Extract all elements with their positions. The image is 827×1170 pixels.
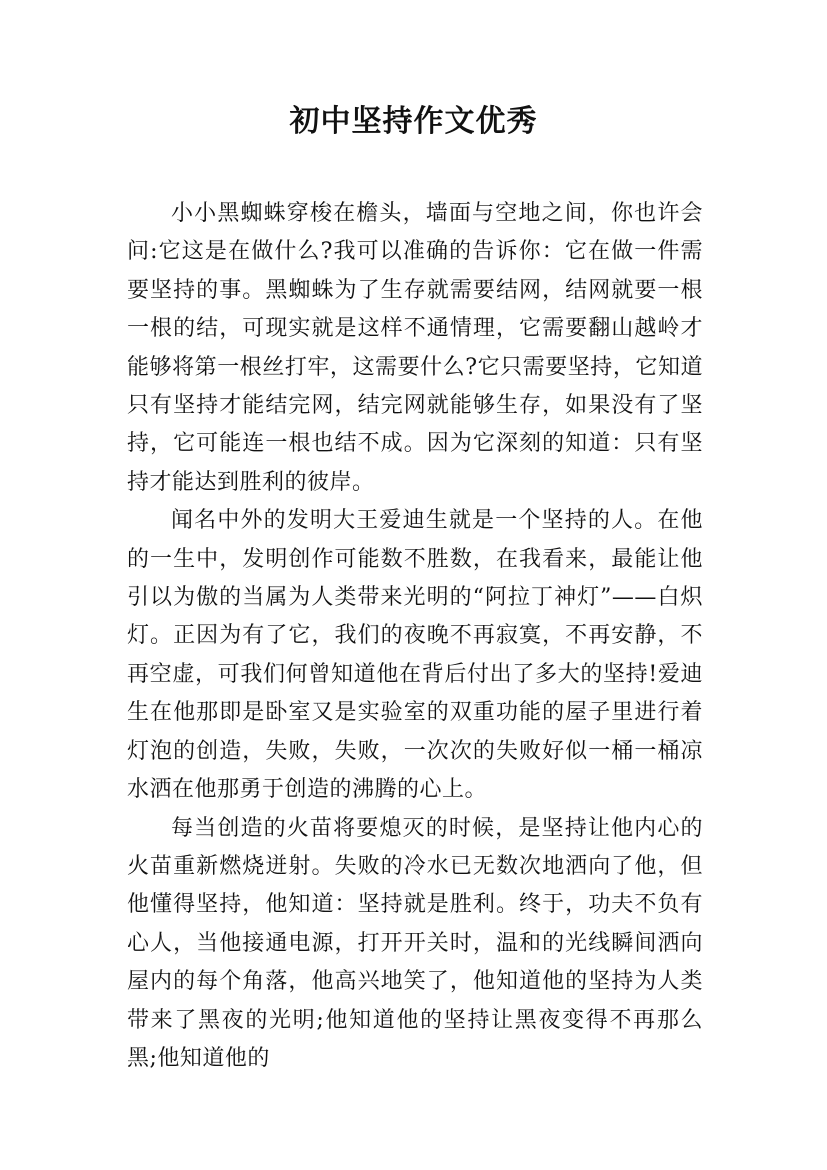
document-body (127, 195, 703, 1078)
document-title: 初中坚持作文优秀 (289, 104, 538, 139)
paragraph-3: 每当创造的火苗将要熄灭的时候，是坚持让他内心的火苗重新燃烧迸射。失败的冷水已无数次地洒向了他，但他懂得坚持，他知道：坚持就是胜利。终于，功夫不负有心人，当他接通电源，打开开关时，温和的光线瞬间洒向屋内的每个角落，他高兴地笑了，他知道他的坚持为人类带来了黑夜的光明;他知道他的坚持让黑夜变得不再那么黑;他知道他的 (127, 815, 703, 1071)
paragraph-2: 闻名中外的发明大王爱迪生就是一个坚持的人。在他的一生中，发明创作可能数不胜数，在我看来，最能让他引以为傲的当属为人类带来光明的“阿拉丁神灯”——白炽灯。正因为有了它，我们的夜晚不再寂寞，不再安静，不再空虚，可我们何曾知道他在背后付出了多大的坚持!爱迪生在他那即是卧室又是实验室的双重功能的屋子里进行着灯泡的创造，失败，失败，一次次的失败好似一桶一桶凉水洒在他那勇于创造的沸腾的心上。 (127, 508, 703, 803)
paragraph-1: 小小黑蜘蛛穿梭在檐头，墙面与空地之间，你也许会问:它这是在做什么?我可以准确的告诉你：它在做一件需要坚持的事。黑蜘蛛为了生存就需要结网，结网就要一根一根的结，可现实就是这样不通情理，它需要翻山越岭才能够将第一根丝打牢，这需要什么?它只需要坚持，它知道只有坚持才能结完网，结完网就能够生存，如果没有了坚持，它可能连一根也结不成。因为它深刻的知道：只有坚持才能达到胜利的彼岸。 (127, 201, 703, 495)
